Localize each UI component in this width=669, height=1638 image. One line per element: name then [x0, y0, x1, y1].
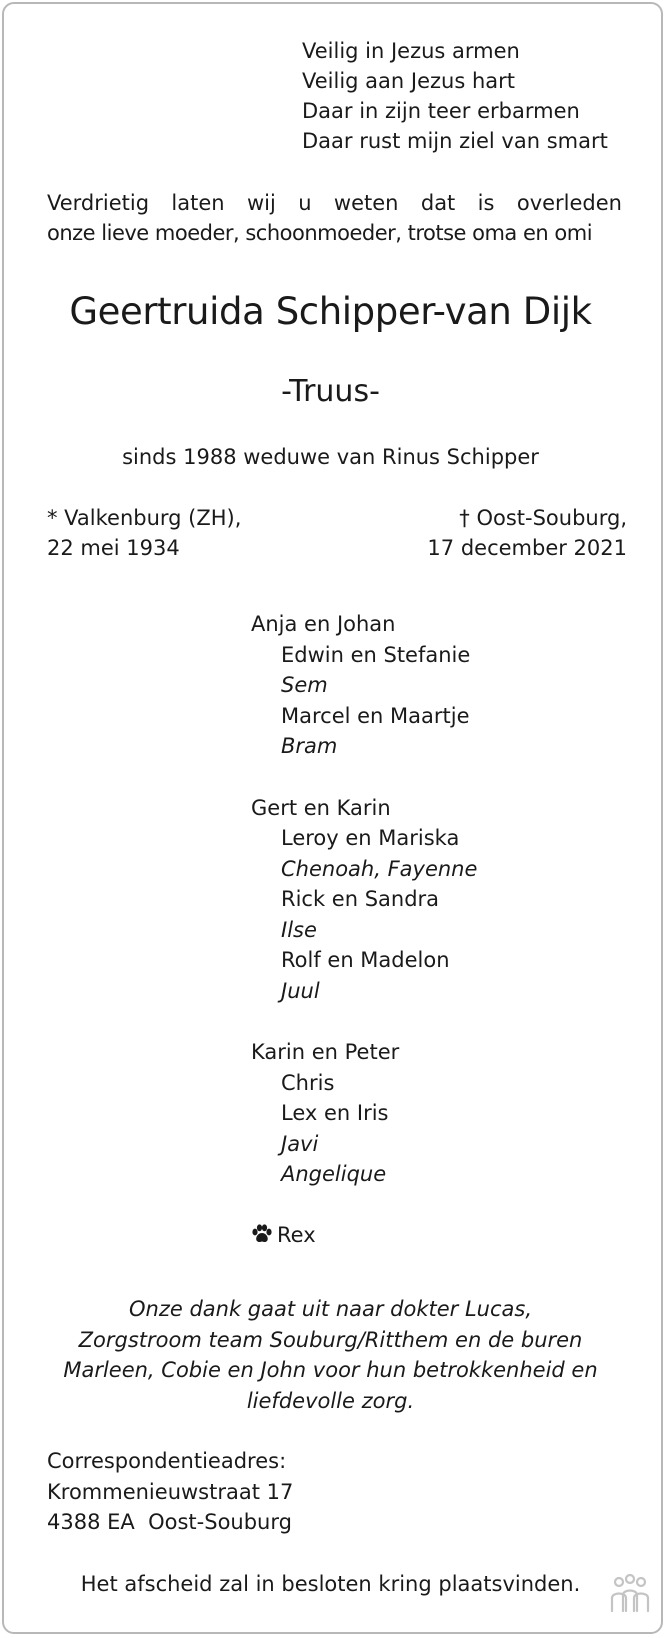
thanks-line: Onze dank gaat uit naar dokter Lucas, [128, 1297, 533, 1321]
death-place: † Oost-Souburg, [459, 506, 627, 530]
address-city: 4388 EA Oost-Souburg [47, 1510, 292, 1534]
people-logo-icon [608, 1573, 652, 1615]
deceased-nickname: -Truus- [281, 374, 380, 409]
family-child: Edwin en Stefanie [281, 642, 471, 667]
death-info [427, 503, 627, 563]
intro-line-2: onze lieve moeder, schoonmoeder, trotse oma en omi [47, 221, 593, 245]
family-parents: Gert en Karin [251, 795, 391, 820]
family-parents: Karin en Peter [251, 1040, 400, 1064]
deceased-name: Geertruida Schipper-van Dijk [69, 290, 592, 333]
address-label: Correspondentieadres: [47, 1449, 287, 1473]
family-grandchild: Juul [281, 978, 320, 1003]
family-grandchild: Bram [281, 734, 338, 758]
family-grandchild: Angelique [281, 1162, 387, 1186]
family-child: Rolf en Madelon [281, 948, 450, 972]
paw-icon [251, 1224, 273, 1244]
family-child: Chris [281, 1070, 335, 1095]
death-date: 17 december 2021 [427, 536, 627, 560]
intro-line-1: Verdrietig laten wij u weten dat is overleden [47, 191, 622, 215]
pet-name: Rex [277, 1223, 316, 1247]
family-child: Lex en Iris [281, 1101, 389, 1125]
poem-line: Daar in zijn teer erbarmen [302, 99, 580, 123]
address-street: Krommenieuwstraat 17 [47, 1479, 294, 1504]
widow-line: sinds 1988 weduwe van Rinus Schipper [122, 445, 539, 469]
family-list [251, 609, 477, 1190]
thanks-line: Marleen, Cobie en John voor hun betrokkenheid en [63, 1358, 598, 1382]
pet-line [251, 1220, 316, 1250]
birth-date: 22 mei 1934 [47, 536, 180, 560]
family-grandchild: Chenoah, Fayenne [281, 856, 478, 881]
family-grandchild: Javi [281, 1131, 319, 1156]
family-grandchild: Ilse [281, 917, 317, 942]
family-parents: Anja en Johan [251, 612, 396, 636]
family-child: Rick en Sandra [281, 887, 440, 911]
thanks-line: liefdevolle zorg. [246, 1388, 415, 1413]
correspondence-address [47, 1446, 293, 1538]
poem-line: Daar rust mijn ziel van smart [302, 129, 608, 153]
family-grandchild: Sem [281, 673, 328, 697]
poem-line: Veilig aan Jezus hart [302, 69, 515, 93]
birth-place: * Valkenburg (ZH), [47, 506, 242, 530]
family-child: Marcel en Maartje [281, 703, 470, 728]
closing-line: Het afscheid zal in besloten kring plaatsvinden. [80, 1572, 581, 1596]
thanks-line: Zorgstroom team Souburg/Ritthem en de buren [78, 1327, 583, 1352]
intro-text [47, 188, 622, 248]
thanks-text [0, 1294, 661, 1416]
birth-info [47, 503, 241, 563]
poem-line: Veilig in Jezus armen [302, 39, 520, 63]
poem [302, 36, 608, 156]
spacer [251, 1006, 477, 1037]
spacer [251, 762, 477, 793]
family-child: Leroy en Mariska [281, 826, 460, 850]
